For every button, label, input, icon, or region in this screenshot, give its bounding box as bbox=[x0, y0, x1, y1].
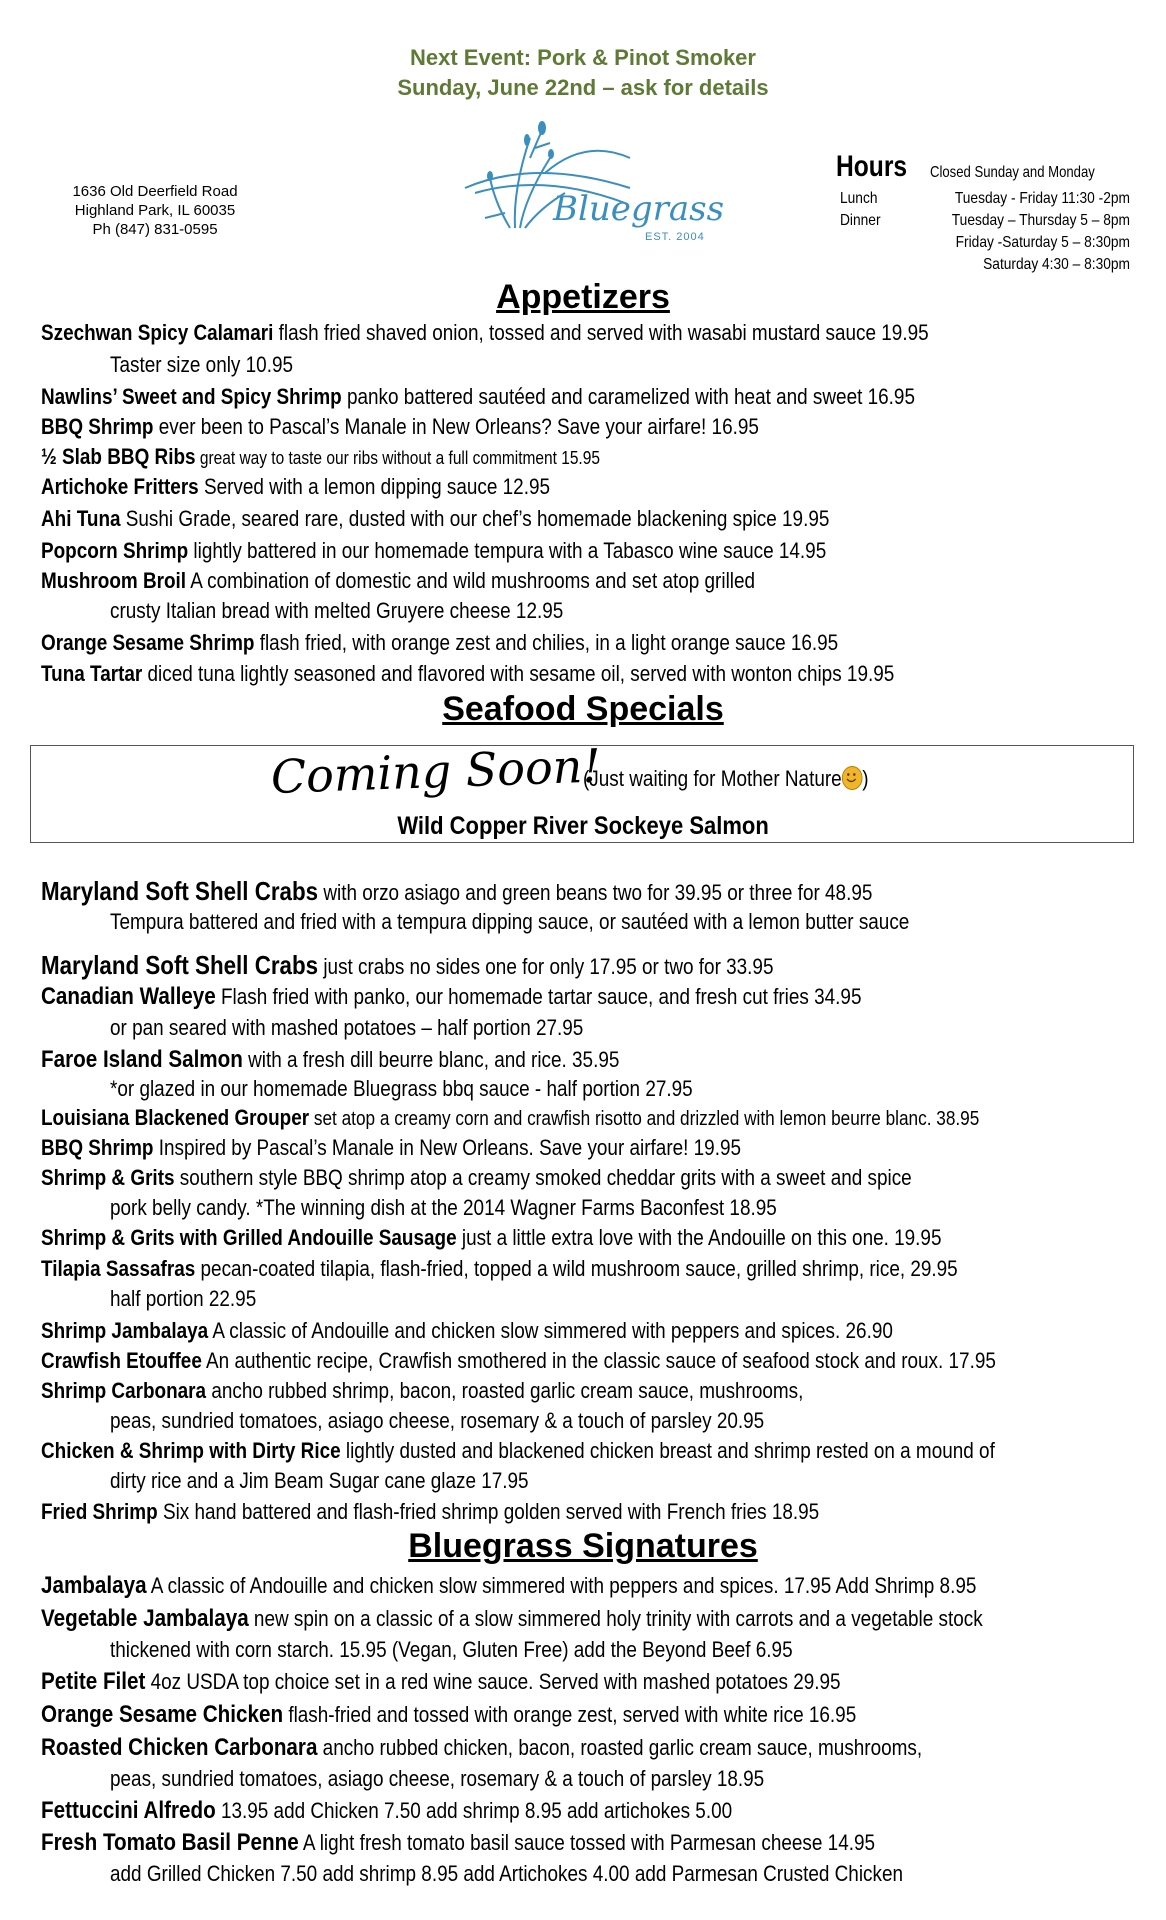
item-desc: dirty rice and a Jim Beam Sugar cane glaze 17.95 bbox=[110, 1468, 529, 1493]
item-desc: great way to taste our ribs without a full commitment 15.95 bbox=[195, 448, 600, 468]
item-desc: crusty Italian bread with melted Gruyere cheese 12.95 bbox=[110, 598, 564, 623]
item-desc: just a little extra love with the Andouille on this one. 19.95 bbox=[456, 1225, 942, 1250]
item-desc: peas, sundried tomatoes, asiago cheese, rosemary & a touch of parsley 18.95 bbox=[110, 1766, 765, 1791]
item-desc: with a fresh dill beurre blanc, and rice. 35.95 bbox=[242, 1047, 620, 1072]
item-name: Orange Sesame Chicken bbox=[41, 1701, 284, 1728]
coming-soon-text: Coming Soon! bbox=[270, 738, 602, 804]
menu-item bbox=[41, 414, 759, 440]
menu-item bbox=[41, 506, 829, 532]
item-desc: *or glazed in our homemade Bluegrass bbq sauce - half portion 27.95 bbox=[110, 1076, 693, 1101]
menu-item bbox=[41, 1046, 619, 1074]
logo-text: Bluegrass bbox=[553, 189, 725, 229]
item-name: Shrimp Carbonara bbox=[41, 1378, 207, 1403]
item-name: Ahi Tuna bbox=[41, 506, 121, 531]
menu-item bbox=[41, 1378, 803, 1404]
address-city: Highland Park, IL 60035 bbox=[74, 202, 236, 219]
item-desc: or pan seared with mashed potatoes – half portion 27.95 bbox=[110, 1015, 584, 1040]
menu-item bbox=[41, 950, 773, 981]
item-name: Tuna Tartar bbox=[41, 661, 143, 686]
menu-item bbox=[41, 444, 600, 470]
menu-item bbox=[41, 630, 838, 656]
menu-item bbox=[110, 1637, 793, 1663]
item-desc: Inspired by Pascal’s Manale in New Orleans. Save your airfare! 19.95 bbox=[153, 1135, 742, 1160]
item-desc: set atop a creamy corn and crawfish risotto and drizzled with lemon beurre blanc. 38.95 bbox=[309, 1108, 980, 1130]
item-desc: Flash fried with panko, our homemade tartar sauce, and fresh cut fries 34.95 bbox=[215, 984, 862, 1009]
item-desc: with orzo asiago and green beans two for 39.95 or three for 48.95 bbox=[318, 880, 873, 905]
section-title-signatures: Bluegrass Signatures bbox=[408, 1527, 758, 1565]
item-name: Artichoke Fritters bbox=[41, 474, 199, 499]
item-name: Orange Sesame Shrimp bbox=[41, 630, 255, 655]
menu-item bbox=[110, 909, 909, 935]
menu-item bbox=[41, 1605, 983, 1633]
menu-item bbox=[41, 568, 755, 594]
item-desc: An authentic recipe, Crawfish smothered in the classic sauce of seafood stock and roux. 17.95 bbox=[201, 1348, 996, 1373]
item-desc: diced tuna lightly seasoned and flavored with sesame oil, served with wonton chips 19.95 bbox=[142, 661, 895, 686]
menu-item bbox=[41, 1348, 996, 1374]
item-desc: add Grilled Chicken 7.50 add shrimp 8.95 add Artichokes 4.00 add Parmesan Crusted Chicken bbox=[110, 1861, 903, 1886]
menu-item bbox=[110, 598, 563, 624]
menu-item bbox=[41, 1165, 912, 1191]
menu-item bbox=[41, 474, 550, 500]
item-desc: ever been to Pascal’s Manale in New Orleans? Save your airfare! 16.95 bbox=[153, 414, 759, 439]
item-name: Mushroom Broil bbox=[41, 568, 187, 593]
menu-item bbox=[110, 1195, 777, 1221]
hours-dinner-2: Friday -Saturday 5 – 8:30pm bbox=[955, 234, 1130, 251]
section-title-seafood: Seafood Specials bbox=[442, 690, 724, 728]
salmon-special bbox=[0, 812, 1166, 841]
menu-item bbox=[41, 1105, 979, 1131]
item-name: Maryland Soft Shell Crabs bbox=[41, 950, 319, 980]
item-desc: pecan-coated tilapia, flash-fried, topped a wild mushroom sauce, grilled shrimp, rice, 29.95 bbox=[195, 1256, 958, 1281]
item-name: Crawfish Etouffee bbox=[41, 1348, 202, 1373]
bluegrass-logo bbox=[455, 118, 735, 248]
item-desc: new spin on a classic of a slow simmered holy trinity with carrots and a vegetable stock bbox=[248, 1606, 983, 1631]
menu-item bbox=[41, 1256, 958, 1282]
item-name: Roasted Chicken Carbonara bbox=[41, 1734, 318, 1761]
waiting-end: ) bbox=[862, 766, 869, 791]
menu-item bbox=[110, 352, 293, 378]
menu-item bbox=[41, 1668, 841, 1696]
item-desc: southern style BBQ shrimp atop a creamy smoked cheddar grits with a sweet and spice bbox=[174, 1165, 912, 1190]
item-desc: A combination of domestic and wild mushrooms and set atop grilled bbox=[186, 568, 756, 593]
menu-item bbox=[110, 1076, 693, 1102]
hours-dinner-1: Tuesday – Thursday 5 – 8pm bbox=[951, 212, 1130, 229]
item-desc: just crabs no sides one for only 17.95 or two for 33.95 bbox=[318, 954, 774, 979]
menu-item bbox=[110, 1861, 903, 1887]
item-name: BBQ Shrimp bbox=[41, 1135, 154, 1160]
hours-lunch-label: Lunch bbox=[840, 190, 878, 207]
item-name: Nawlins’ Sweet and Spicy Shrimp bbox=[41, 384, 342, 409]
item-desc: panko battered sautéed and caramelized with heat and sweet 16.95 bbox=[341, 384, 915, 409]
item-desc: A classic of Andouille and chicken slow simmered with peppers and spices. 17.95 Add Shrimp 8.95 bbox=[146, 1573, 977, 1598]
item-name: Louisiana Blackened Grouper bbox=[41, 1105, 310, 1130]
hours-dinner-label: Dinner bbox=[840, 212, 881, 229]
address-street: 1636 Old Deerfield Road bbox=[72, 183, 238, 200]
waiting-note bbox=[583, 766, 869, 792]
section-title-appetizers: Appetizers bbox=[496, 278, 670, 316]
menu-item bbox=[41, 1318, 893, 1344]
menu-item bbox=[41, 1829, 875, 1857]
item-desc: half portion 22.95 bbox=[110, 1286, 257, 1311]
item-desc: ancho rubbed chicken, bacon, roasted garlic cream sauce, mushrooms, bbox=[317, 1735, 923, 1760]
item-desc: flash fried shaved onion, tossed and served with wasabi mustard sauce 19.95 bbox=[273, 320, 929, 345]
item-desc: Taster size only 10.95 bbox=[110, 352, 293, 377]
item-name: Chicken & Shrimp with Dirty Rice bbox=[41, 1438, 341, 1463]
menu-item bbox=[41, 320, 929, 346]
item-desc: A light fresh tomato basil sauce tossed with Parmesan cheese 14.95 bbox=[298, 1830, 876, 1855]
item-name: Shrimp Jambalaya bbox=[41, 1318, 209, 1343]
menu-item bbox=[110, 1286, 256, 1312]
event-line-1: Next Event: Pork & Pinot Smoker bbox=[410, 45, 756, 70]
menu-item bbox=[41, 384, 915, 410]
logo-est: EST. 2004 bbox=[645, 231, 705, 243]
event-line-2: Sunday, June 22nd – ask for details bbox=[397, 75, 769, 100]
menu-item bbox=[41, 538, 826, 564]
item-desc: lightly dusted and blackened chicken breast and shrimp rested on a mound of bbox=[340, 1438, 995, 1463]
item-desc: Tempura battered and fried with a tempura dipping sauce, or sautéed with a lemon butter sauce bbox=[110, 909, 910, 934]
item-name: Fresh Tomato Basil Penne bbox=[41, 1829, 299, 1856]
item-name: Jambalaya bbox=[41, 1572, 147, 1599]
address-phone: Ph (847) 831-0595 bbox=[92, 221, 218, 238]
waiting-text: (Just waiting for Mother Nature bbox=[583, 766, 842, 791]
item-desc: 4oz USDA top choice set in a red wine sauce. Served with mashed potatoes 29.95 bbox=[145, 1669, 841, 1694]
menu-item bbox=[41, 983, 861, 1011]
salmon-text: Wild Copper River Sockeye Salmon bbox=[397, 812, 769, 840]
item-desc: 13.95 add Chicken 7.50 add shrimp 8.95 add artichokes 5.00 bbox=[215, 1798, 733, 1823]
item-name: Szechwan Spicy Calamari bbox=[41, 320, 274, 345]
item-name: Shrimp & Grits bbox=[41, 1165, 175, 1190]
hours-closed: Closed Sunday and Monday bbox=[930, 164, 1095, 181]
menu-item bbox=[41, 1135, 741, 1161]
hours-title: Hours bbox=[836, 150, 908, 183]
item-name: Petite Filet bbox=[41, 1668, 146, 1695]
item-name: Popcorn Shrimp bbox=[41, 538, 189, 563]
item-desc: ancho rubbed shrimp, bacon, roasted garlic cream sauce, mushrooms, bbox=[206, 1378, 804, 1403]
item-desc: Sushi Grade, seared rare, dusted with our chef’s homemade blackening spice 19.95 bbox=[120, 506, 830, 531]
menu-item bbox=[41, 1225, 941, 1251]
item-name: Canadian Walleye bbox=[41, 983, 216, 1010]
menu-item bbox=[41, 1797, 732, 1825]
menu-item bbox=[41, 1734, 922, 1762]
hours-dinner-3: Saturday 4:30 – 8:30pm bbox=[983, 256, 1130, 273]
address-block bbox=[40, 182, 270, 239]
smiley-icon bbox=[842, 766, 863, 790]
item-desc: flash-fried and tossed with orange zest, served with white rice 16.95 bbox=[283, 1702, 857, 1727]
item-name: Faroe Island Salmon bbox=[41, 1046, 243, 1073]
item-name: Fettuccini Alfredo bbox=[41, 1797, 216, 1824]
item-name: Maryland Soft Shell Crabs bbox=[41, 876, 319, 906]
item-desc: Six hand battered and flash-fried shrimp golden served with French fries 18.95 bbox=[157, 1499, 820, 1524]
menu-item bbox=[110, 1468, 529, 1494]
item-name: Fried Shrimp bbox=[41, 1499, 158, 1524]
item-name: Shrimp & Grits with Grilled Andouille Sausage bbox=[41, 1225, 457, 1250]
menu-item bbox=[41, 1701, 856, 1729]
menu-item bbox=[41, 1572, 976, 1600]
menu-item bbox=[110, 1408, 764, 1434]
item-name: Vegetable Jambalaya bbox=[41, 1605, 249, 1632]
menu-item bbox=[41, 1499, 819, 1525]
menu-item bbox=[41, 661, 894, 687]
item-desc: thickened with corn starch. 15.95 (Vegan, Gluten Free) add the Beyond Beef 6.95 bbox=[110, 1637, 793, 1662]
menu-item bbox=[41, 876, 872, 907]
menu-item bbox=[110, 1766, 764, 1792]
item-desc: A classic of Andouille and chicken slow simmered with peppers and spices. 26.90 bbox=[208, 1318, 893, 1343]
item-name: BBQ Shrimp bbox=[41, 414, 154, 439]
item-desc: lightly battered in our homemade tempura with a Tabasco wine sauce 14.95 bbox=[188, 538, 827, 563]
menu-item bbox=[41, 1438, 995, 1464]
menu-item bbox=[110, 1015, 583, 1041]
hours-lunch: Tuesday - Friday 11:30 -2pm bbox=[954, 190, 1130, 207]
item-desc: flash fried, with orange zest and chilies, in a light orange sauce 16.95 bbox=[254, 630, 839, 655]
item-name: Tilapia Sassafras bbox=[41, 1256, 196, 1281]
item-name: ½ Slab BBQ Ribs bbox=[41, 444, 196, 469]
item-desc: pork belly candy. *The winning dish at the 2014 Wagner Farms Baconfest 18.95 bbox=[110, 1195, 777, 1220]
item-desc: peas, sundried tomatoes, asiago cheese, rosemary & a touch of parsley 20.95 bbox=[110, 1408, 765, 1433]
item-desc: Served with a lemon dipping sauce 12.95 bbox=[198, 474, 551, 499]
